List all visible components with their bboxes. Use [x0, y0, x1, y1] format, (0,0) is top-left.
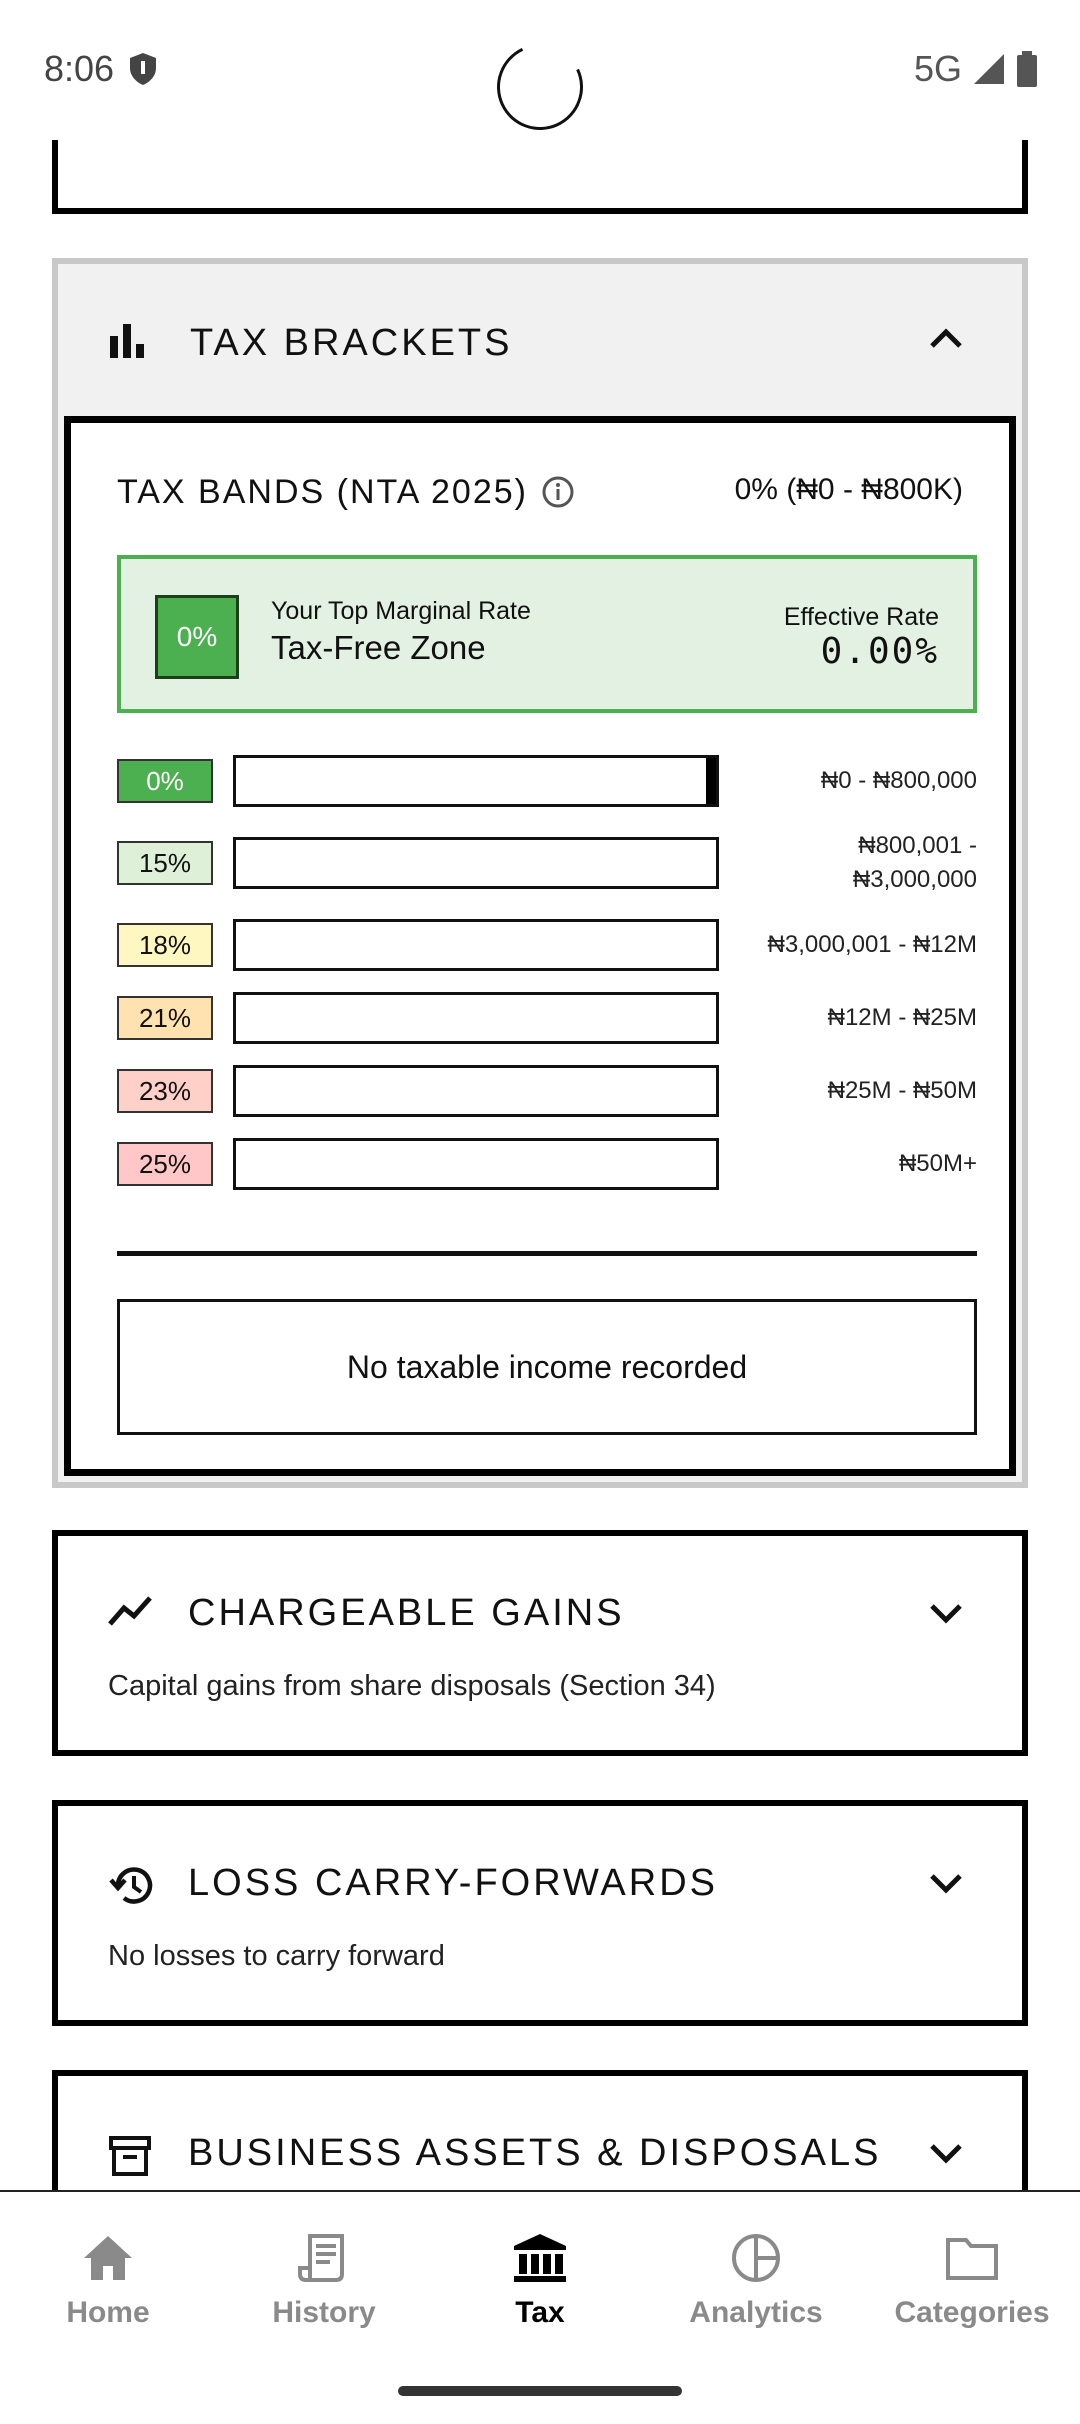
band-rate-chip: 23% [117, 1069, 213, 1113]
tax-brackets-title: TAX BRACKETS [190, 322, 513, 364]
top-rate-summary [117, 555, 977, 713]
band-rate-chip: 0% [117, 759, 213, 803]
signal-icon [972, 52, 1006, 86]
chevron-down-icon[interactable] [928, 1602, 964, 1626]
chargeable-gains-card[interactable] [52, 1530, 1028, 1756]
loss-carry-forwards-card[interactable] [52, 1800, 1028, 2026]
band-progress-bar [233, 1065, 719, 1117]
home-icon [80, 2232, 136, 2284]
nav-home[interactable] [0, 2232, 216, 2330]
band-progress-bar [233, 1138, 719, 1190]
band-range-label: ₦25M - ₦50M [827, 1077, 977, 1104]
effective-rate-value: 0.00% [820, 631, 939, 672]
nav-tax[interactable] [432, 2232, 648, 2330]
band-progress-bar [233, 837, 719, 889]
folder-icon [944, 2232, 1000, 2284]
bar-chart-icon [108, 324, 148, 358]
effective-rate-label: Effective Rate [783, 603, 939, 631]
chargeable-gains-description: Capital gains from share disposals (Section 34) [108, 1670, 716, 1702]
trending-up-icon [108, 1594, 154, 1628]
archive-icon [108, 2134, 152, 2178]
info-icon[interactable] [541, 475, 575, 509]
business-assets-title: BUSINESS ASSETS & DISPOSALS [188, 2132, 882, 2174]
band-range-label: ₦50M+ [898, 1150, 977, 1177]
band-rate-chip: 21% [117, 996, 213, 1040]
band-rate-chip: 25% [117, 1142, 213, 1186]
band-progress-fill [706, 758, 716, 804]
chevron-down-icon[interactable] [928, 1872, 964, 1896]
tax-bands-title: TAX BANDS (NTA 2025) [117, 473, 528, 511]
home-gesture-bar[interactable] [398, 2386, 682, 2396]
band-row-3 [117, 988, 977, 1048]
loss-carry-forwards-title: LOSS CARRY-FORWARDS [188, 1862, 718, 1904]
status-bar [0, 0, 1080, 140]
nav-label: Categories [894, 2296, 1050, 2329]
band-progress-bar [233, 992, 719, 1044]
nav-label: Home [66, 2296, 150, 2329]
bank-icon [512, 2232, 568, 2284]
status-time: 8:06 [44, 48, 115, 89]
pie-chart-icon [728, 2232, 784, 2284]
history-icon [108, 1864, 156, 1908]
current-band-label: 0% (₦0 - ₦800K) [734, 473, 963, 506]
battery-icon [1016, 51, 1038, 87]
band-row-2 [117, 915, 977, 975]
band-progress-bar [233, 755, 719, 807]
nav-label: Tax [515, 2296, 565, 2329]
top-rate-zone: Tax-Free Zone [271, 629, 486, 666]
shield-icon [128, 52, 158, 86]
band-row-0 [117, 751, 977, 811]
network-label: 5G [913, 48, 962, 89]
receipt-icon [296, 2232, 352, 2284]
status-indicators [914, 48, 1038, 90]
band-row-5 [117, 1134, 977, 1194]
nav-label: History [272, 2296, 376, 2329]
divider [117, 1251, 977, 1256]
band-range-label: ₦12M - ₦25M [827, 1004, 977, 1031]
nav-analytics[interactable] [648, 2232, 864, 2330]
tax-bands-panel [64, 416, 1016, 1476]
nav-categories[interactable] [864, 2232, 1080, 2330]
top-rate-badge: 0% [155, 595, 239, 679]
loss-carry-forwards-description: No losses to carry forward [108, 1940, 445, 1972]
nav-history[interactable] [216, 2232, 432, 2330]
chevron-down-icon[interactable] [928, 2142, 964, 2166]
band-rate-chip: 15% [117, 841, 213, 885]
top-rate-label: Your Top Marginal Rate [271, 597, 531, 625]
band-range-label: ₦800,001 - ₦3,000,000 [852, 832, 977, 893]
chevron-up-icon[interactable] [928, 326, 964, 350]
chargeable-gains-title: CHARGEABLE GAINS [188, 1592, 625, 1634]
tax-brackets-header[interactable] [58, 264, 1022, 416]
band-range-label: ₦0 - ₦800,000 [820, 767, 977, 794]
band-row-1 [117, 833, 977, 893]
empty-income-message: No taxable income recorded [117, 1299, 977, 1435]
camera-cutout [485, 32, 595, 142]
band-range-label: ₦3,000,001 - ₦12M [767, 931, 977, 958]
nav-label: Analytics [689, 2296, 823, 2329]
band-row-4 [117, 1061, 977, 1121]
band-progress-bar [233, 919, 719, 971]
band-rate-chip: 18% [117, 923, 213, 967]
tax-brackets-card [52, 258, 1028, 1488]
